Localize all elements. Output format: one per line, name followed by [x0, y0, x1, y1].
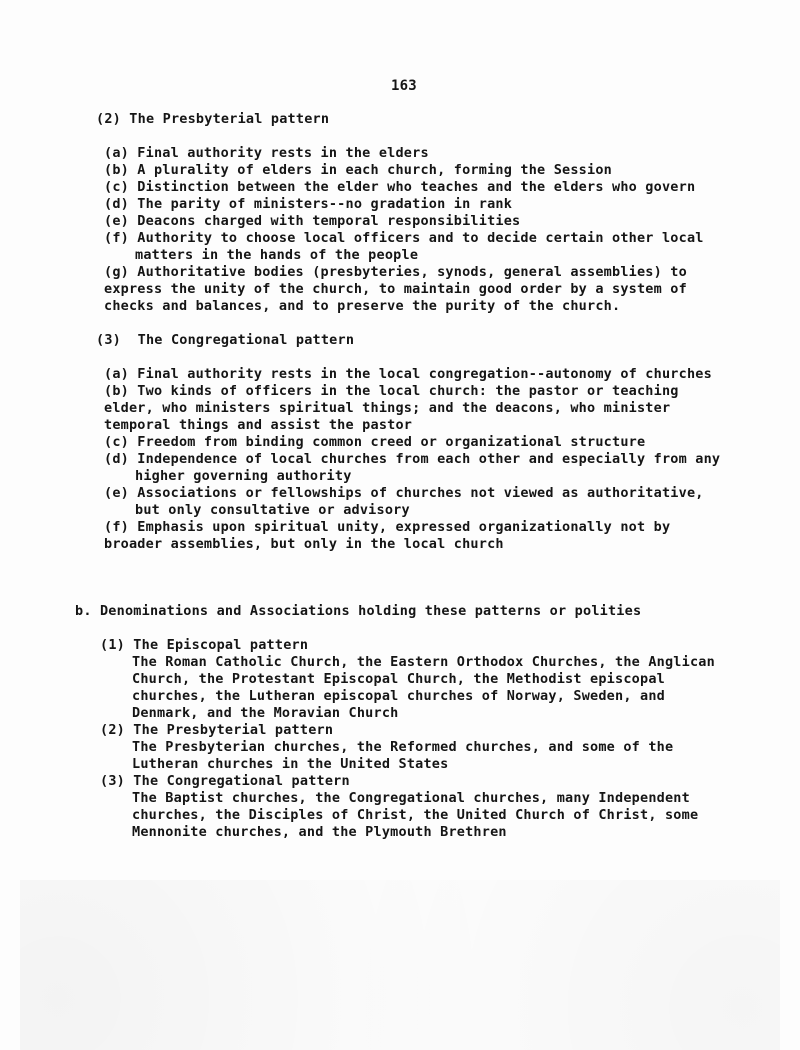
text-line: (e) Associations or fellowships of churches not viewed as authoritative,: [104, 485, 704, 501]
text-line: (d) Independence of local churches from each other and especially from any: [104, 451, 721, 467]
text-line: (e) Deacons charged with temporal responsibilities: [104, 213, 521, 229]
text-line: checks and balances, and to preserve the purity of the church.: [104, 298, 621, 314]
text-line: The Baptist churches, the Congregational churches, many Independent: [132, 790, 690, 806]
text-line: elder, who ministers spiritual things; and the deacons, who minister: [104, 400, 671, 416]
text-line: but only consultative or advisory: [135, 502, 410, 518]
text-line: (a) Final authority rests in the local congregation--autonomy of churches: [104, 366, 712, 382]
subheading-episcopal: (1) The Episcopal pattern: [100, 637, 309, 653]
text-line: churches, the Disciples of Christ, the United Church of Christ, some: [132, 807, 699, 823]
subheading-presbyterial: (2) The Presbyterial pattern: [100, 722, 334, 738]
text-line: (f) Emphasis upon spiritual unity, expressed organizationally not by: [104, 519, 671, 535]
text-line: Church, the Protestant Episcopal Church, the Methodist episcopal: [132, 671, 665, 687]
section-heading-congregational: (3) The Congregational pattern: [96, 332, 355, 348]
page-number: 163: [391, 78, 417, 94]
subheading-congregational: (3) The Congregational pattern: [100, 773, 350, 789]
text-line: Denmark, and the Moravian Church: [132, 705, 399, 721]
text-line: matters in the hands of the people: [135, 247, 419, 263]
text-line: temporal things and assist the pastor: [104, 417, 413, 433]
text-line: (f) Authority to choose local officers and to decide certain other local: [104, 230, 704, 246]
text-line: higher governing authority: [135, 468, 352, 484]
text-line: (a) Final authority rests in the elders: [104, 145, 429, 161]
section-heading-presbyterial: (2) The Presbyterial pattern: [96, 111, 330, 127]
text-line: (d) The parity of ministers--no gradation in rank: [104, 196, 513, 212]
text-line: (b) Two kinds of officers in the local church: the pastor or teaching: [104, 383, 679, 399]
text-line: (g) Authoritative bodies (presbyteries, synods, general assemblies) to: [104, 264, 687, 280]
text-line: express the unity of the church, to maintain good order by a system of: [104, 281, 687, 297]
text-line: broader assemblies, but only in the local church: [104, 536, 504, 552]
text-line: Mennonite churches, and the Plymouth Brethren: [132, 824, 507, 840]
text-line: The Roman Catholic Church, the Eastern Orthodox Churches, the Anglican: [132, 654, 715, 670]
text-line: (c) Distinction between the elder who teaches and the elders who govern: [104, 179, 696, 195]
text-line: Lutheran churches in the United States: [132, 756, 449, 772]
text-line: (b) A plurality of elders in each church, forming the Session: [104, 162, 612, 178]
scan-texture: [20, 880, 780, 1050]
section-heading-denominations: b. Denominations and Associations holding these patterns or polities: [75, 603, 642, 619]
text-line: (c) Freedom from binding common creed or organizational structure: [104, 434, 646, 450]
text-line: churches, the Lutheran episcopal churches of Norway, Sweden, and: [132, 688, 665, 704]
text-line: The Presbyterian churches, the Reformed churches, and some of the: [132, 739, 674, 755]
